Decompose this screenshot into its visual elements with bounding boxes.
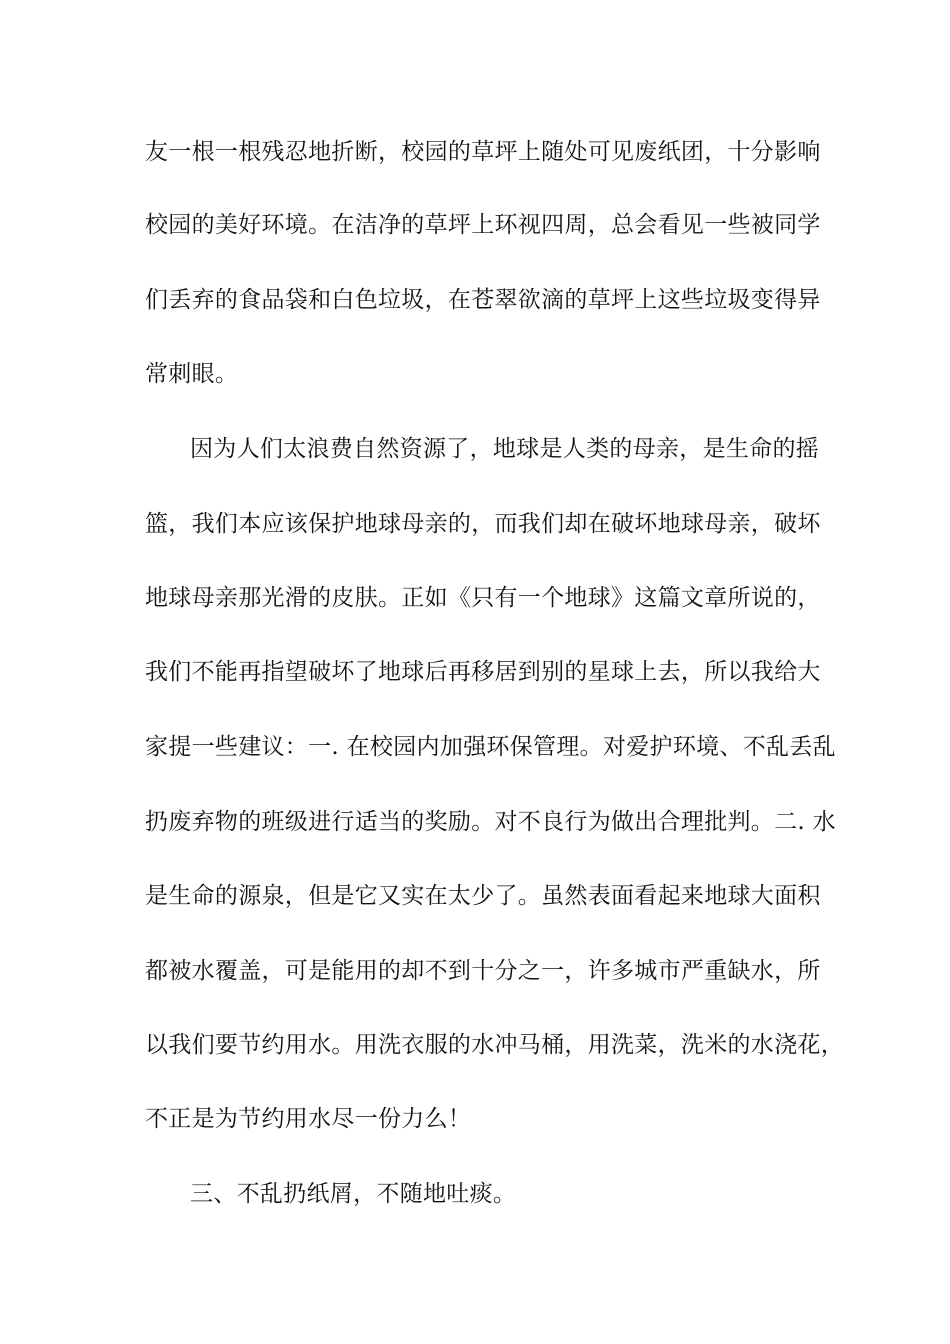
text-line-6: 篮，我们本应该保护地球母亲的，而我们却在破坏地球母亲，破坏: [145, 511, 821, 537]
text-line-9: 家提一些建议：一. 在校园内加强环保管理。对爱护环境、不乱丢乱: [145, 734, 836, 760]
text-line-7: 地球母亲那光滑的皮肤。正如《只有一个地球》这篇文章所说的，: [145, 585, 821, 611]
text-line-4: 常刺眼。: [145, 361, 239, 387]
text-line-14: 不正是为节约用水尽一份力么！: [145, 1106, 472, 1132]
text-line-10: 扔废弃物的班级进行适当的奖励。对不良行为做出合理批判。二. 水: [145, 809, 836, 835]
text-line-11: 是生命的源泉，但是它又实在太少了。虽然表面看起来地球大面积: [145, 883, 821, 909]
text-line-2: 校园的美好环境。在洁净的草坪上环视四周，总会看见一些被同学: [145, 212, 821, 238]
text-line-8: 我们不能再指望破坏了地球后再移居到别的星球上去，所以我给大: [145, 659, 821, 685]
text-line-1: 友一根一根残忍地折断，校园的草坪上随处可见废纸团，十分影响: [145, 139, 821, 165]
text-line-12: 都被水覆盖，可是能用的却不到十分之一，许多城市严重缺水，所: [145, 958, 821, 984]
text-line-3: 们丢弃的食品袋和白色垃圾，在苍翠欲滴的草坪上这些垃圾变得异: [145, 287, 821, 313]
text-line-13: 以我们要节约用水。用洗衣服的水冲马桶，用洗菜，洗米的水浇花，: [145, 1032, 844, 1058]
text-line-5: 因为人们太浪费自然资源了，地球是人类的母亲，是生命的摇: [190, 436, 820, 462]
text-line-15: 三、不乱扔纸屑，不随地吐痰。: [190, 1181, 517, 1207]
